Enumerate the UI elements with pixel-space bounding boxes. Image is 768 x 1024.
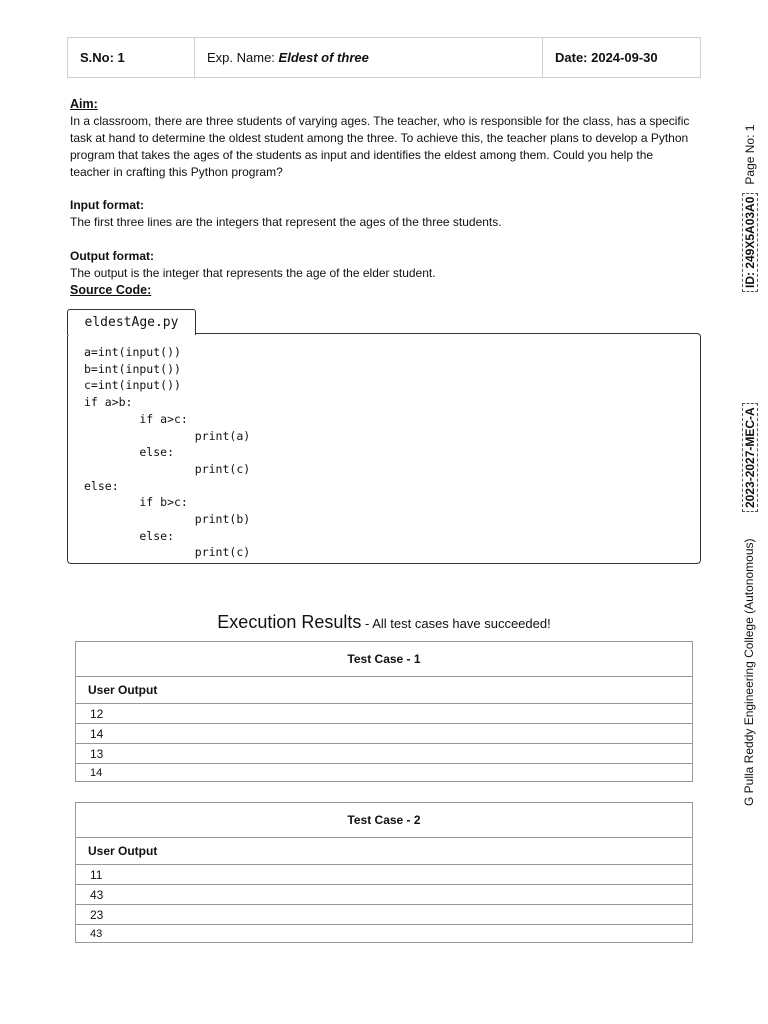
side-college — [742, 539, 756, 807]
serial-number: S.No: 1 — [68, 38, 195, 77]
execution-results-heading — [0, 612, 768, 633]
aim-section — [70, 96, 690, 181]
output-format-label: Output format: — [70, 249, 154, 263]
output-row: 23 — [76, 905, 692, 925]
output-row: 12 — [76, 704, 692, 724]
results-subtitle: - All test cases have succeeded! — [361, 616, 551, 631]
experiment-date: Date: 2024-09-30 — [555, 50, 658, 65]
output-row: 13 — [76, 744, 692, 764]
test-case-title: Test Case - 1 — [76, 642, 692, 677]
results-title: Execution Results — [217, 612, 362, 632]
experiment-name-cell — [195, 38, 543, 77]
source-file-tab[interactable]: eldestAge.py — [67, 309, 196, 335]
page-number: Page No: 1 — [743, 124, 757, 185]
source-code-label: Source Code: — [70, 283, 152, 297]
user-output-label: User Output — [76, 838, 692, 865]
output-row: 14 — [90, 766, 103, 779]
test-case-title: Test Case - 2 — [76, 803, 692, 838]
side-batch — [742, 403, 758, 512]
input-format-section — [70, 197, 690, 231]
output-format-text: The output is the integer that represents the age of the elder student. — [70, 266, 436, 280]
input-format-text: The first three lines are the integers that represent the ages of the three students. — [70, 215, 502, 229]
aim-text: In a classroom, there are three students of varying ages. The teacher, who is responsible for the class, has a specific task at hand to determine the oldest student among the three. To achieve this, the teacher plans to develop a Python program that takes the ages of the students as input and identifies the eldest among them. Could you help the teacher in crafting this Python program? — [70, 114, 690, 179]
output-row: 11 — [76, 865, 692, 885]
test-case-table — [75, 641, 693, 782]
experiment-name: Eldest of three — [278, 50, 369, 65]
input-format-label: Input format: — [70, 198, 144, 212]
batch-code: 2023-2027-MEC-A — [742, 403, 758, 512]
college-name: G Pulla Reddy Engineering College (Autonomous) — [742, 538, 756, 806]
user-output-label: User Output — [76, 677, 692, 704]
output-row: 43 — [90, 927, 103, 940]
output-format-section — [70, 248, 690, 299]
test-case-table — [75, 802, 693, 943]
source-code: a=int(input()) b=int(input()) c=int(input()) if a>b: if a>c: print(a) else: print(c) else: if b>c: print(b) else: print(c) — [84, 345, 251, 560]
experiment-name-label: Exp. Name: — [207, 50, 275, 65]
aim-label: Aim: — [70, 97, 98, 111]
code-block — [67, 333, 701, 564]
experiment-header — [67, 37, 701, 78]
output-row: 43 — [76, 885, 692, 905]
output-row: 14 — [76, 724, 692, 744]
student-id: ID: 249X5A03A0 — [742, 193, 758, 292]
side-id-page — [742, 125, 758, 292]
